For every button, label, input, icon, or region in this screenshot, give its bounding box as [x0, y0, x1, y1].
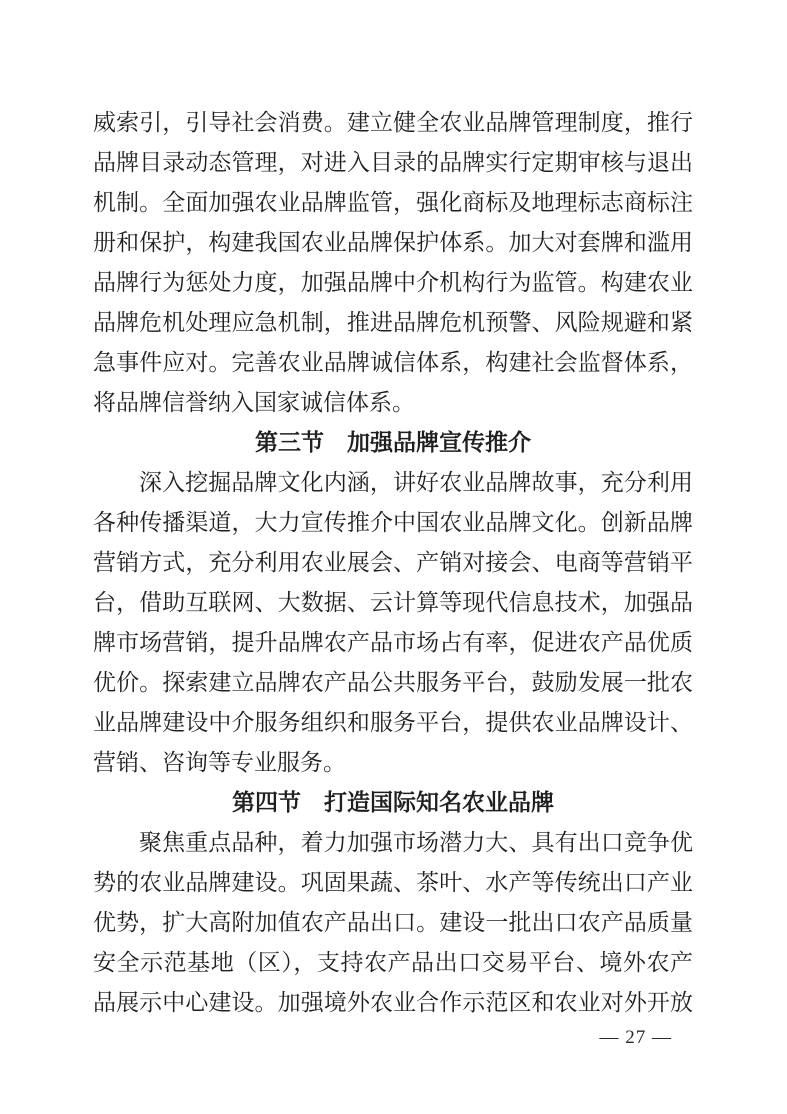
paragraph-line: 威索引，引导社会消费。建立健全农业品牌管理制度，推行	[93, 110, 693, 135]
paragraph-line: 营销、咨询等专业服务。	[93, 750, 346, 775]
paragraph-line: 深入挖掘品牌文化内涵，讲好农业品牌故事，充分利用	[139, 470, 693, 495]
paragraph-line: 品牌行为惩处力度，加强品牌中介机构行为监管。构建农业	[93, 270, 693, 295]
paragraph-line: 品牌危机处理应急机制，推进品牌危机预警、风险规避和紧	[93, 310, 693, 335]
section-heading-4: 第四节 打造国际知名农业品牌	[232, 790, 554, 815]
paragraph-line: 品展示中心建设。加强境外农业合作示范区和农业对外开放	[93, 990, 693, 1015]
paragraph-line: 各种传播渠道，大力宣传推介中国农业品牌文化。创新品牌	[93, 510, 693, 535]
paragraph-line: 品牌目录动态管理，对进入目录的品牌实行定期审核与退出	[93, 150, 693, 175]
document-body	[93, 103, 693, 1023]
paragraph-line: 优价。探索建立品牌农产品公共服务平台，鼓励发展一批农	[93, 670, 693, 695]
paragraph-line: 势的农业品牌建设。巩固果蔬、茶叶、水产等传统出口产业	[93, 870, 693, 895]
paragraph-line: 优势，扩大高附加值农产品出口。建设一批出口农产品质量	[93, 910, 693, 935]
paragraph-line: 营销方式，充分利用农业展会、产销对接会、电商等营销平	[93, 550, 693, 575]
paragraph-line: 机制。全面加强农业品牌监管，强化商标及地理标志商标注	[93, 190, 693, 215]
paragraph-line: 册和保护，构建我国农业品牌保护体系。加大对套牌和滥用	[93, 230, 693, 255]
paragraph-line: 聚焦重点品种，着力加强市场潜力大、具有出口竞争优	[139, 830, 693, 855]
paragraph-line: 牌市场营销，提升品牌农产品市场占有率，促进农产品优质	[93, 630, 693, 655]
paragraph-line: 业品牌建设中介服务组织和服务平台，提供农业品牌设计、	[93, 710, 693, 735]
section-heading-3: 第三节 加强品牌宣传推介	[255, 430, 531, 455]
page-number: — 27 —	[599, 1027, 672, 1048]
paragraph-line: 台，借助互联网、大数据、云计算等现代信息技术，加强品	[93, 590, 693, 615]
paragraph-line: 安全示范基地（区），支持农产品出口交易平台、境外农产	[93, 950, 693, 975]
paragraph-line: 急事件应对。完善农业品牌诚信体系，构建社会监督体系，	[93, 350, 693, 375]
paragraph-line: 将品牌信誉纳入国家诚信体系。	[93, 390, 415, 415]
